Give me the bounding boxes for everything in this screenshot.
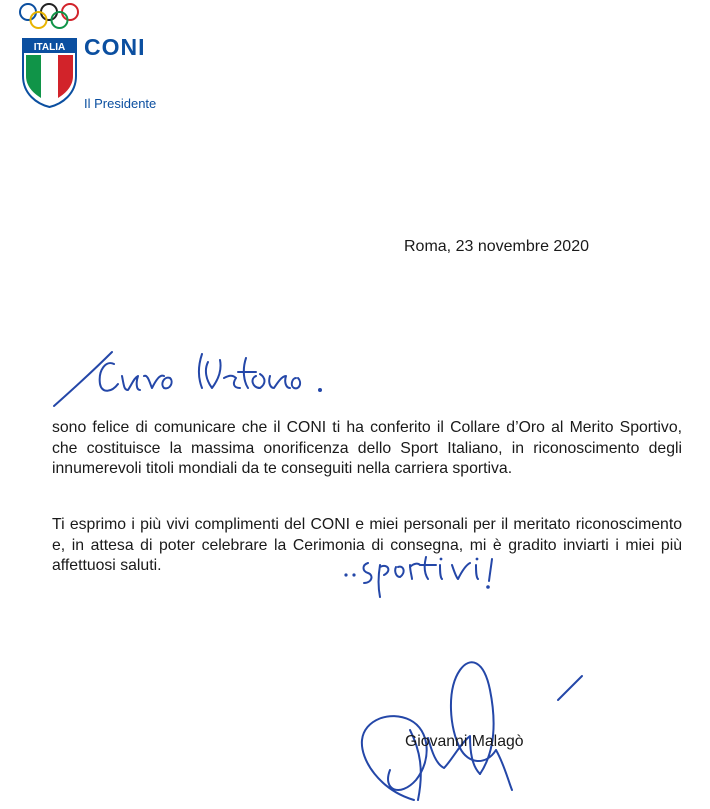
president-title: Il Presidente xyxy=(84,96,157,111)
organization-name: CONI xyxy=(84,34,146,60)
handwritten-postscript xyxy=(340,555,530,600)
italia-shield-icon xyxy=(22,38,77,108)
svg-text:ITALIA: ITALIA xyxy=(33,42,66,53)
letter-date: Roma, 23 novembre 2020 xyxy=(404,238,589,255)
handwritten-greeting xyxy=(52,340,372,410)
signer-name: Giovanni Malagò xyxy=(405,733,524,750)
letter-paragraph-1: sono felice di comunicare che il CONI ti ha conferito il Collare d’Oro al Merito Sportivo, che costituisce la massima onorificenza dello Sport Italiano, in riconoscimento degli innumerevoli titoli mondiali da te conseguiti nella carriera sportiva. xyxy=(52,419,682,478)
handwritten-signature xyxy=(320,640,600,809)
olympic-rings-icon xyxy=(18,2,80,32)
letter-paragraph-2: Ti esprimo i più vivi complimenti del CONI e miei personali per il meritato riconoscimento e, in attesa di poter celebrare la Cerimonia di consegna, mi è gradito inviarti i miei più affettuosi saluti. xyxy=(52,516,682,575)
